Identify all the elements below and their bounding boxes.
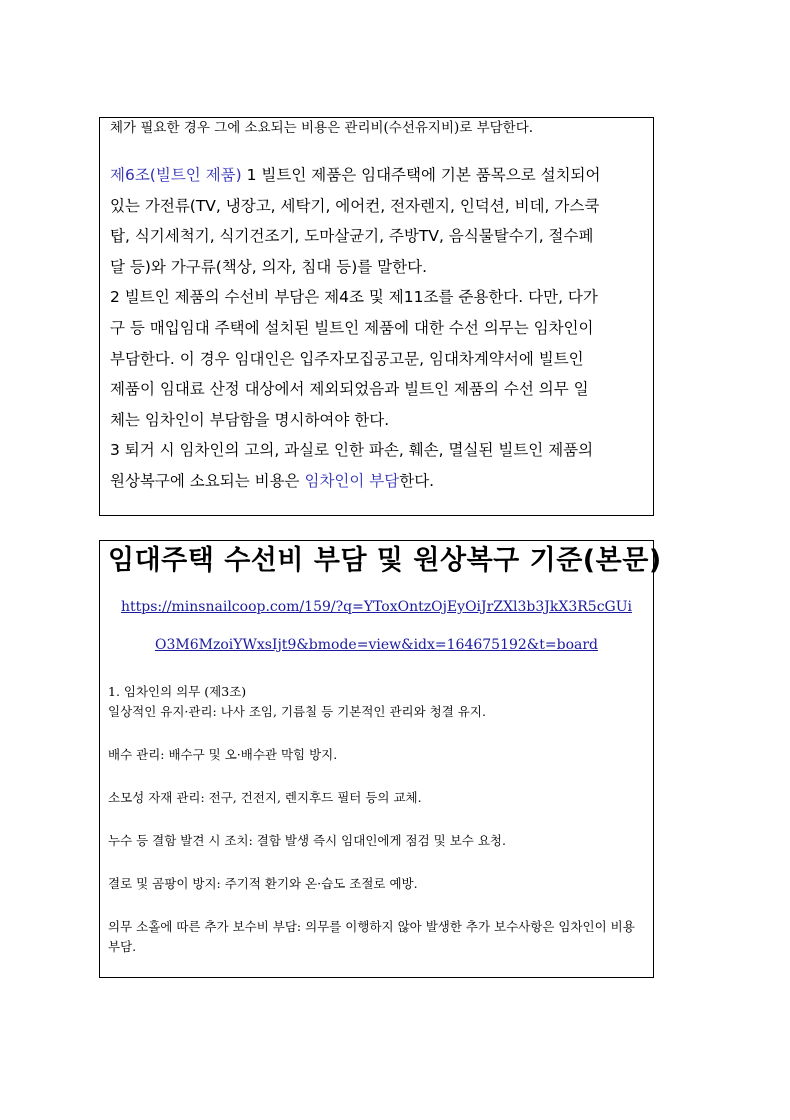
duty-item: 배수 관리: 배수구 및 오·배수관 막힘 방지. [108, 747, 338, 762]
paragraph-3-line-2 [110, 466, 643, 497]
duty-item: 결로 및 곰팡이 방지: 주기적 환기와 온·습도 조절로 예방. [108, 876, 418, 891]
duty-item: 누수 등 결함 발견 시 조치: 결함 발생 즉시 임대인에게 점검 및 보수 요청. [108, 833, 506, 848]
paragraph-2-line-1: 2 빌트인 제품의 수선비 부담은 제4조 및 제11조를 준용한다. 다만, 다가 [110, 288, 598, 307]
duty-item: 의무 소홀에 따른 추가 보수비 부담: 의무를 이행하지 않아 발생한 추가 보수사항은 임차인이 비용 부담. [108, 919, 635, 954]
source-link-line-1[interactable]: https://minsnailcoop.com/159/?q=YToxOntzOjEyOiJrZXl3b3JkX3R5cGUi [120, 599, 633, 615]
paragraph-2-line-3: 부담한다. 이 경우 임대인은 입주자모집공고문, 임대차계약서에 빌트인 [110, 349, 584, 368]
tenant-burden-highlight: 임차인이 부담 [304, 471, 400, 490]
duty-item: 일상적인 유지·관리: 나사 조임, 기름칠 등 기본적인 관리와 청결 유지. [108, 704, 486, 719]
section-heading: 1. 임차인의 의무 (제3조) [108, 684, 247, 699]
article-6-title: 제6조(빌트인 제품) [110, 166, 242, 184]
article-6-line-3: 탑, 식기세척기, 식기건조기, 도마살균기, 주방TV, 음식물탈수기, 절수페 [110, 227, 594, 246]
paragraph-2-line-5: 체는 임차인이 부담함을 명시하여야 한다. [110, 410, 390, 429]
paragraph-3-text-c: 한다. [399, 471, 435, 490]
continued-sentence: 체가 필요한 경우 그에 소요되는 비용은 관리비(수선유지비)로 부담한다. [110, 120, 534, 136]
duty-item: 소모성 자재 관리: 전구, 건전지, 렌지후드 필터 등의 교체. [108, 790, 422, 805]
article-6-line-2: 있는 가전류(TV, 냉장고, 세탁기, 에어컨, 전자렌지, 인덕션, 비데, 가스쿡 [110, 196, 600, 215]
source-link-line-2[interactable]: O3M6MzoiYWxsIjt9&bmode=view&idx=164675192&t=board [154, 637, 599, 653]
article-6-line-4: 달 등)와 가구류(책상, 의자, 침대 등)를 말한다. [110, 257, 428, 276]
document-title: 임대주택 수선비 부담 및 원상복구 기준(본문) [108, 545, 662, 576]
repair-standard-box [99, 540, 662, 978]
paragraph-2-line-2: 구 등 매입임대 주택에 설치된 빌트인 제품에 대한 수선 의무는 임차인이 [110, 318, 594, 337]
paragraph-3-line-1: 3 퇴거 시 임차인의 고의, 과실로 인한 파손, 훼손, 멸실된 빌트인 제품의 [110, 441, 594, 460]
lease-article-box [99, 117, 654, 516]
paragraph-3-text-a: 원상복구에 소요되는 비용은 [110, 471, 305, 490]
article-6-line-1 [110, 160, 643, 191]
article-6-text: 1 빌트인 제품은 임대주택에 기본 품목으로 설치되어 [241, 166, 601, 184]
paragraph-2-line-4: 제품이 임대료 산정 대상에서 제외되었음과 빌트인 제품의 수선 의무 일 [110, 380, 589, 399]
